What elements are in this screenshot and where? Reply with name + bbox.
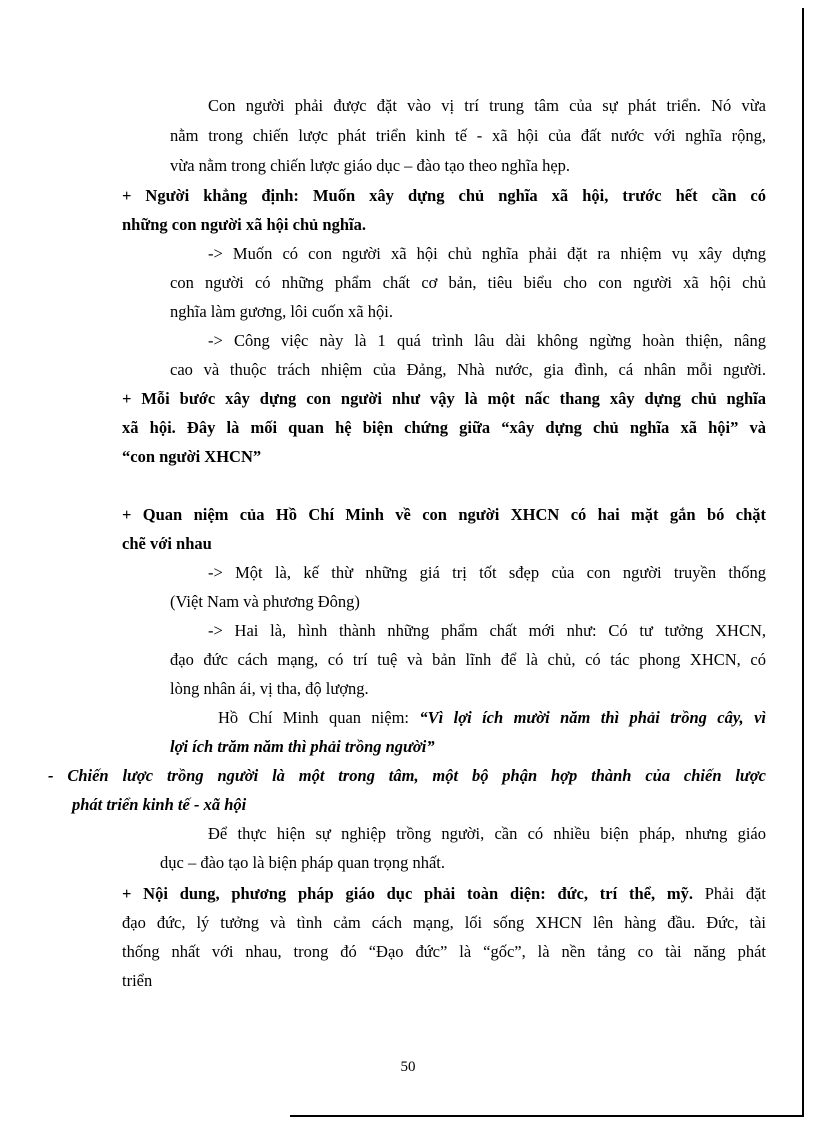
content-heading: + Nội dung, phương pháp giáo dục phải toàn diện: đức, trí thể, mỹ. <box>122 884 693 903</box>
paragraph-line: (Việt Nam và phương Đông) <box>170 592 360 611</box>
content-line <box>122 884 766 904</box>
heading-line: “con người XHCN” <box>122 447 262 466</box>
quote-line: lợi ích trăm năm thì phải trồng người” <box>170 737 435 756</box>
paragraph-line: lòng nhân ái, vị tha, độ lượng. <box>170 679 369 698</box>
strategy-heading: - Chiến lược trồng người là một trong tâm, một bộ phận hợp thành của chiến lược <box>48 766 766 785</box>
paragraph-line: Con người phải được đặt vào vị trí trung tâm của sự phát triển. Nó vừa <box>208 96 766 115</box>
heading-line: + Mỗi bước xây dựng con người như vậy là một nấc thang xây dựng chủ nghĩa <box>122 389 766 408</box>
paragraph-line: Để thực hiện sự nghiệp trồng người, cần có nhiều biện pháp, nhưng giáo <box>208 824 766 843</box>
content-text: Phải đặt <box>704 884 767 903</box>
page-bottom-border <box>290 1115 804 1117</box>
paragraph-line: nằm trong chiến lược phát triển kinh tế - xã hội của đất nước với nghĩa rộng, <box>170 126 766 145</box>
quote-text: “Vì lợi ích mười năm thì phải trồng cây, vì <box>419 708 766 727</box>
strategy-heading: phát triển kinh tế - xã hội <box>72 795 247 814</box>
paragraph-line: -> Muốn có con người xã hội chủ nghĩa phải đặt ra nhiệm vụ xây dựng <box>208 244 766 263</box>
paragraph-line: con người có những phẩm chất cơ bản, tiêu biểu cho con người xã hội chủ <box>170 273 766 292</box>
heading-line: + Người khẳng định: Muốn xây dựng chủ nghĩa xã hội, trước hết cần có <box>122 186 766 205</box>
paragraph-line: -> Công việc này là 1 quá trình lâu dài không ngừng hoàn thiện, nâng <box>208 331 766 350</box>
heading-line: + Quan niệm của Hồ Chí Minh về con người XHCN có hai mặt gắn bó chặt <box>122 505 766 524</box>
heading-line: xã hội. Đây là mối quan hệ biện chứng giữa “xây dựng chủ nghĩa xã hội” và <box>122 418 766 437</box>
paragraph-line: dục – đào tạo là biện pháp quan trọng nhất. <box>160 853 446 872</box>
paragraph-line: nghĩa làm gương, lôi cuốn xã hội. <box>170 302 393 321</box>
page-number: 50 <box>400 1059 416 1075</box>
heading-line: chẽ với nhau <box>122 534 212 553</box>
quote-intro: Hồ Chí Minh quan niệm: <box>218 708 420 727</box>
heading-line: những con người xã hội chủ nghĩa. <box>122 215 366 234</box>
paragraph-line: cao và thuộc trách nhiệm của Đảng, Nhà nước, gia đình, cá nhân mỗi người. <box>170 360 766 379</box>
paragraph-line: triển <box>122 971 153 990</box>
page-right-border <box>802 8 804 1115</box>
paragraph-line: đạo đức, lý tưởng và tình cảm cách mạng, lối sống XHCN lên hàng đầu. Đức, tài <box>122 913 766 932</box>
paragraph-line: đạo đức cách mạng, có trí tuệ và bản lĩnh để là chủ, có tác phong XHCN, có <box>170 650 766 669</box>
quote-line <box>218 708 766 728</box>
paragraph-line: thống nhất với nhau, trong đó “Đạo đức” là “gốc”, là nền tảng co tài năng phát <box>122 942 766 961</box>
paragraph-line: -> Một là, kế thừ những giá trị tốt sđẹp của con người truyền thống <box>208 563 766 582</box>
paragraph-line: vừa nằm trong chiến lược giáo dục – đào tạo theo nghĩa hẹp. <box>170 156 571 175</box>
paragraph-line: -> Hai là, hình thành những phẩm chất mới như: Có tư tưởng XHCN, <box>208 621 766 640</box>
